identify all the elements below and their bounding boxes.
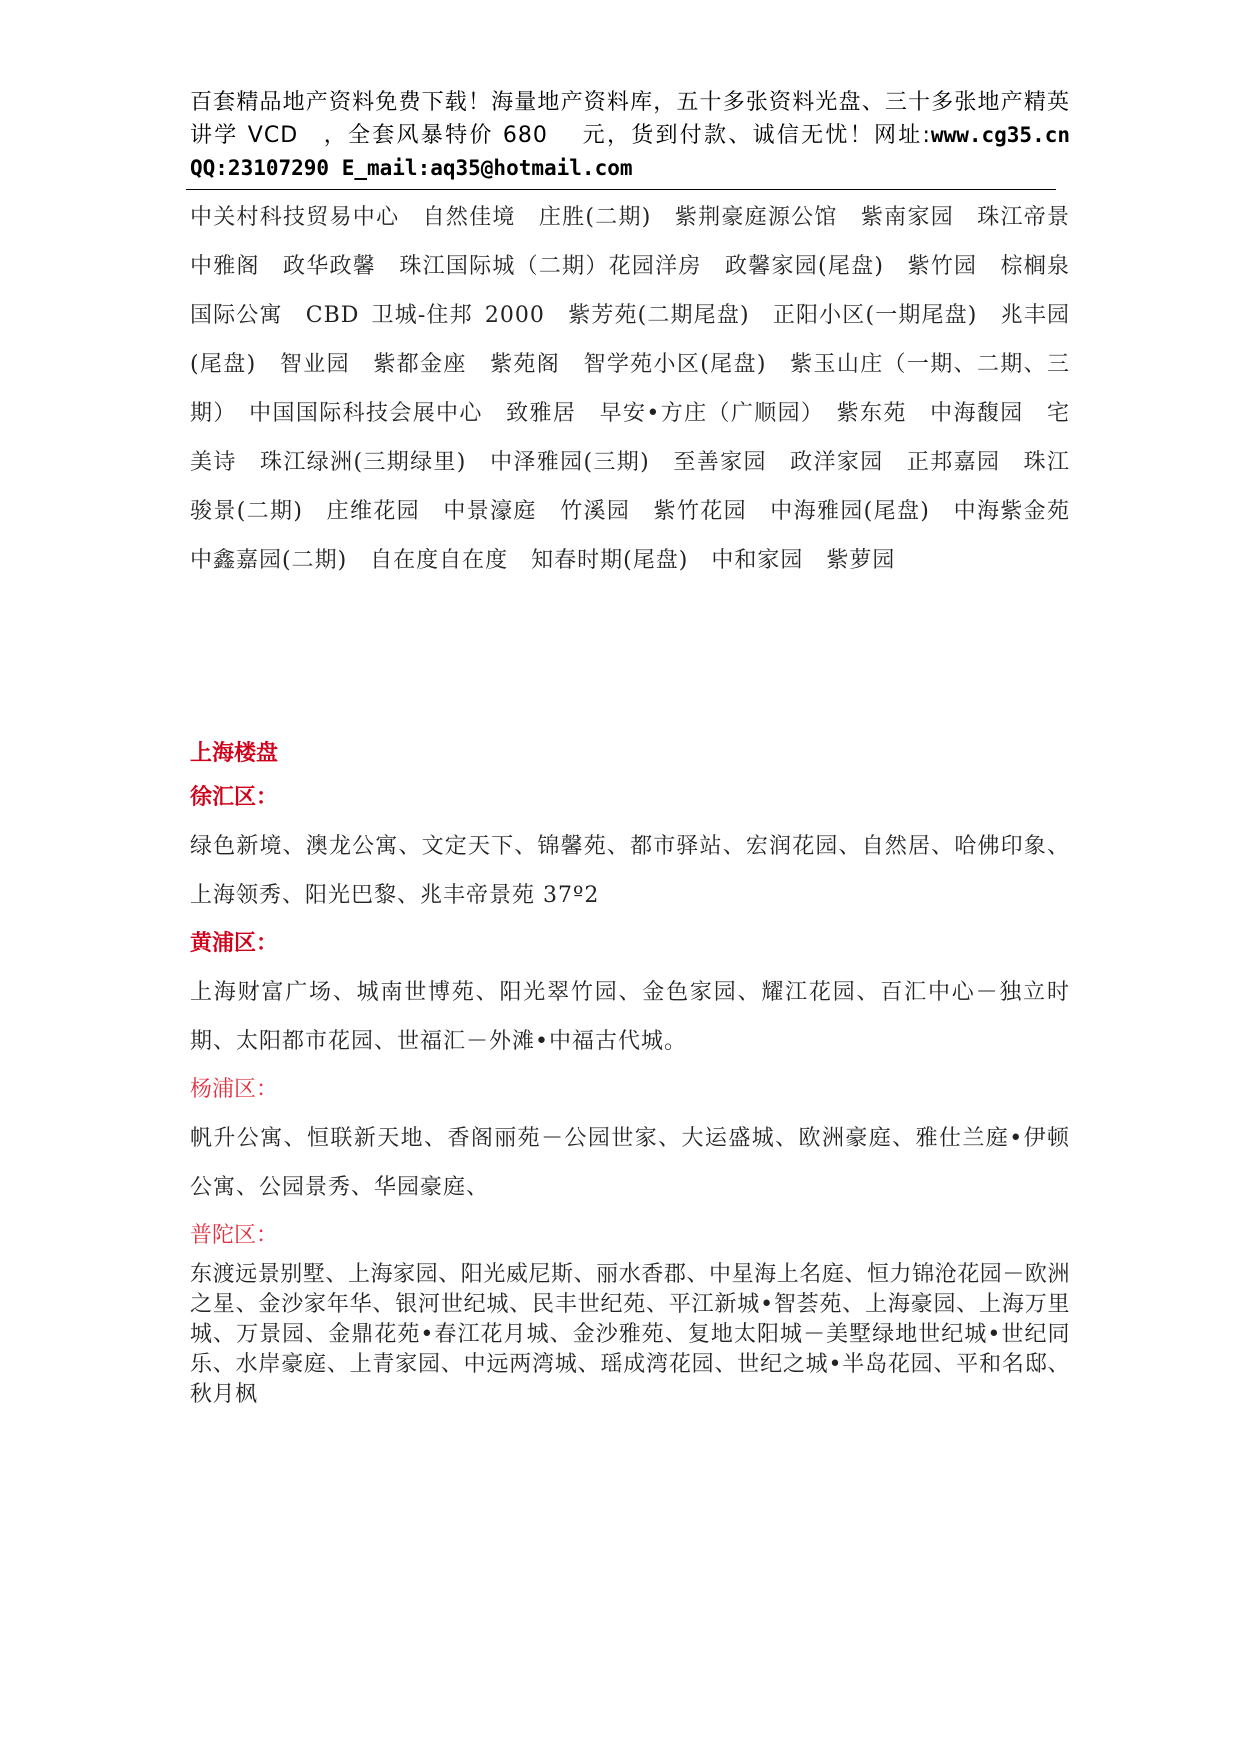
- district-list-xuhui: 绿色新境、澳龙公寓、文定天下、锦馨苑、都市驿站、宏润花园、自然居、哈佛印象、上海领秀、阳光巴黎、兆丰帝景苑 37º2: [190, 834, 1070, 908]
- district-heading-yangpu: 杨浦区：: [190, 1077, 279, 1102]
- shanghai-section: [190, 726, 1070, 1410]
- document-page: [190, 86, 1094, 1407]
- district-list-huangpu: 上海财富广场、城南世博苑、阳光翠竹园、金色家园、耀江花园、百汇中心－独立时期、太阳都市花园、世福汇－外滩•中福古代城。: [190, 980, 1070, 1054]
- promo-contact[interactable]: www.cg35.cn QQ:23107290 E_mail:aq35@hotmail.com: [190, 123, 1070, 180]
- district-list-putuo: 东渡远景别墅、上海家园、阳光威尼斯、丽水香郡、中星海上名庭、恒力锦沧花园－欧洲之星、金沙家年华、银河世纪城、民丰世纪苑、平江新城•智荟苑、上海豪园、上海万里城、万景园、金鼎花苑•春江花月城、金沙雅苑、复地太阳城－美墅绿地世纪城•世纪同乐、水岸豪庭、上青家园、中远两湾城、瑶成湾花园、世纪之城•半岛花园、平和名邸、秋月枫: [190, 1262, 1070, 1407]
- beijing-property-list: 中关村科技贸易中心 自然佳境 庄胜(二期) 紫荆豪庭源公馆 紫南家园 珠江帝景 中雅阁 政华政馨 珠江国际城（二期）花园洋房 政馨家园(尾盘) 紫竹园 棕榈泉国际公寓 CBD 卫城-住邦 2000 紫芳苑(二期尾盘) 正阳小区(一期尾盘) 兆丰园(尾盘) 智业园 紫都金座 紫苑阁 智学苑小区(尾盘) 紫玉山庄（一期、二期、三期） 中国国际科技会展中心 致雅居 早安•方庄（广顺园） 紫东苑 中海馥园 宅美诗 珠江绿洲(三期绿里) 中泽雅园(三期) 至善家园 政洋家园 正邦嘉园 珠江骏景(二期) 庄维花园 中景濠庭 竹溪园 紫竹花园 中海雅园(尾盘) 中海紫金苑 中鑫嘉园(二期) 自在度自在度 知春时期(尾盘) 中和家园 紫萝园: [190, 205, 1094, 573]
- promo-header: [190, 86, 1070, 185]
- district-heading-putuo: 普陀区：: [190, 1223, 279, 1248]
- shanghai-heading: 上海楼盘: [190, 741, 279, 766]
- header-divider: [186, 189, 1056, 190]
- district-heading-huangpu: 黄浦区：: [190, 931, 279, 956]
- promo-text: 百套精品地产资料免费下载！海量地产资料库，五十多张资料光盘、三十多张地产精英讲学 VCD ，全套风暴特价 680 元，货到付款、诚信无忧！网址:: [190, 90, 1070, 148]
- district-list-yangpu: 帆升公寓、恒联新天地、香阁丽苑－公园世家、大运盛城、欧洲豪庭、雅仕兰庭•伊顿公寓、公园景秀、华园豪庭、: [190, 1126, 1070, 1200]
- district-heading-xuhui: 徐汇区：: [190, 785, 279, 810]
